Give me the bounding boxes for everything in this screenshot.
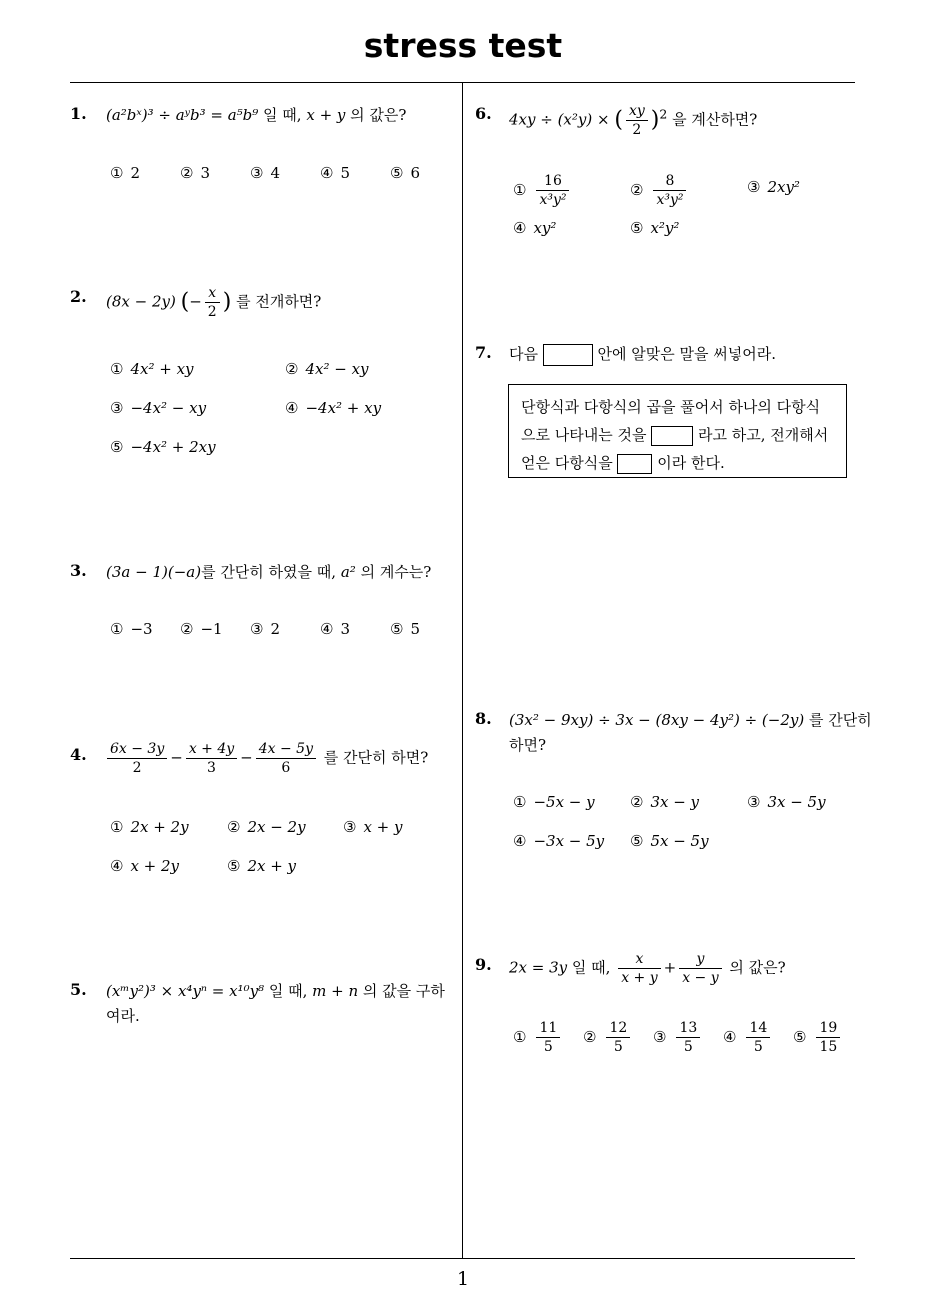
option-5[interactable]: ⑤ $\frac{19}{15}$ (793, 1019, 843, 1056)
question-number: 8. (475, 709, 492, 728)
fraction: $\frac{x}{2}$ (205, 284, 220, 321)
question-stem: (3x² − 9xy) ÷ 3x − (8xy − 4y²) ÷ (−2y) 를 간단히 (509, 711, 872, 729)
option-4[interactable]: ④ x + 2y (110, 857, 180, 875)
question-number: 1. (70, 104, 87, 123)
question-number: 7. (475, 343, 492, 362)
option-1[interactable]: ① 2x + 2y (110, 818, 189, 836)
option-5[interactable]: ⑤ 6 (390, 164, 420, 182)
footer-rule (70, 1258, 855, 1259)
option-3[interactable]: ③ 4 (250, 164, 280, 182)
option-5[interactable]: ⑤ 2x + y (227, 857, 297, 875)
option-2[interactable]: ② 3 (180, 164, 210, 182)
option-2[interactable]: ② $\frac{8}{\text{x³y²}}$ (630, 172, 689, 209)
option-5[interactable]: ⑤ −4x² + 2xy (110, 438, 216, 456)
page-title: stress test (363, 26, 563, 65)
question-number: 3. (70, 561, 87, 580)
option-3[interactable]: ③ $\frac{13}{5}$ (653, 1019, 703, 1056)
option-2[interactable]: ② 4x² − xy (285, 360, 369, 378)
fraction: $\frac{8}{\text{x³y²}}$ (653, 172, 686, 209)
fraction: $\frac{16}{\text{x³y²}}$ (536, 172, 569, 209)
option-2[interactable]: ② −1 (180, 620, 223, 638)
option-4[interactable]: ④ −4x² + xy (285, 399, 382, 417)
question-stem-continued: 하면? (509, 736, 547, 754)
option-2[interactable]: ② $\frac{12}{5}$ (583, 1019, 633, 1056)
option-1[interactable]: ① −5x − y (513, 793, 595, 811)
option-2[interactable]: ② 2x − 2y (227, 818, 306, 836)
question-stem: (8x − 2y) (− $\frac{x}{2}$ ) 를 전개하면? (106, 285, 322, 320)
definition-box: 단항식과 다항식의 곱을 풀어서 하나의 다항식 으로 나타내는 것을 라고 하고, 전개해서 얻은 다항식을 이라 한다. (508, 384, 847, 478)
answer-blank-1[interactable] (651, 426, 693, 446)
fraction: $\frac{13}{5}$ (676, 1019, 700, 1056)
option-5[interactable]: ⑤ 5 (390, 620, 420, 638)
question-stem-continued: 여라. (106, 1007, 140, 1025)
option-4[interactable]: ④ 3 (320, 620, 350, 638)
option-4[interactable]: ④ 5 (320, 164, 350, 182)
question-stem: 4xy ÷ (x²y) × ( $\frac{xy}{2}$ )$^2$ 을 계산하면? (509, 103, 758, 138)
question-number: 4. (70, 745, 87, 764)
option-2[interactable]: ② 3x − y (630, 793, 700, 811)
fraction: $\frac{x}{x + y}$ (618, 950, 660, 987)
fraction: $\frac{19}{15}$ (816, 1019, 840, 1056)
option-1[interactable]: ① $\frac{16}{\text{x³y²}}$ (513, 172, 572, 209)
fraction: $\frac{11}{5}$ (536, 1019, 560, 1056)
question-stem: (a²bˣ)³ ÷ aʸb³ = a⁵b⁹ 일 때, x + y 의 값은? (106, 106, 407, 124)
option-4[interactable]: ④ −3x − 5y (513, 832, 605, 850)
fraction: $\frac{y}{x - y}$ (679, 950, 721, 987)
fraction: $\frac{x + 4y}{3}$ (186, 740, 237, 777)
option-4[interactable]: ④ xy² (513, 219, 557, 237)
option-3[interactable]: ③ −4x² − xy (110, 399, 207, 417)
question-number: 9. (475, 955, 492, 974)
option-1[interactable]: ① $\frac{11}{5}$ (513, 1019, 563, 1056)
question-stem: (3a − 1)(−a)를 간단히 하였을 때, a² 의 계수는? (106, 563, 432, 581)
question-stem: (xᵐy²)³ × x⁴yⁿ = x¹⁰y⁸ 일 때, m + n 의 값을 구하 (106, 982, 445, 1000)
option-1[interactable]: ① −3 (110, 620, 153, 638)
fraction: $\frac{6x - 3y}{2}$ (107, 740, 167, 777)
option-5[interactable]: ⑤ 5x − 5y (630, 832, 709, 850)
option-1[interactable]: ① 2 (110, 164, 140, 182)
question-number: 6. (475, 104, 492, 123)
fraction: $\frac{14}{5}$ (746, 1019, 770, 1056)
page-number: 1 (456, 1268, 470, 1290)
question-number: 5. (70, 980, 87, 999)
fraction: $\frac{12}{5}$ (606, 1019, 630, 1056)
answer-blank (543, 344, 593, 366)
option-3[interactable]: ③ 3x − 5y (747, 793, 826, 811)
option-5[interactable]: ⑤ x²y² (630, 219, 680, 237)
answer-blank-2[interactable] (617, 454, 652, 474)
question-stem: 2x = 3y 일 때, $\frac{x}{x + y}$ + $\frac{y}{x - y}$ 의 값은? (509, 951, 786, 986)
option-1[interactable]: ① 4x² + xy (110, 360, 194, 378)
fraction: $\frac{4x - 5y}{6}$ (256, 740, 316, 777)
fraction: $\frac{xy}{2}$ (626, 102, 648, 139)
question-stem: 다음 안에 알맞은 말을 써넣어라. (509, 342, 776, 366)
question-number: 2. (70, 287, 87, 306)
question-stem: $\frac{6x - 3y}{2}$ − $\frac{x + 4y}{3}$ − $\frac{4x - 5y}{6}$ 를 간단히 하면? (104, 740, 428, 777)
option-4[interactable]: ④ $\frac{14}{5}$ (723, 1019, 773, 1056)
column-divider (462, 83, 463, 1259)
option-3[interactable]: ③ 2xy² (747, 178, 800, 196)
option-3[interactable]: ③ x + y (343, 818, 403, 836)
option-3[interactable]: ③ 2 (250, 620, 280, 638)
